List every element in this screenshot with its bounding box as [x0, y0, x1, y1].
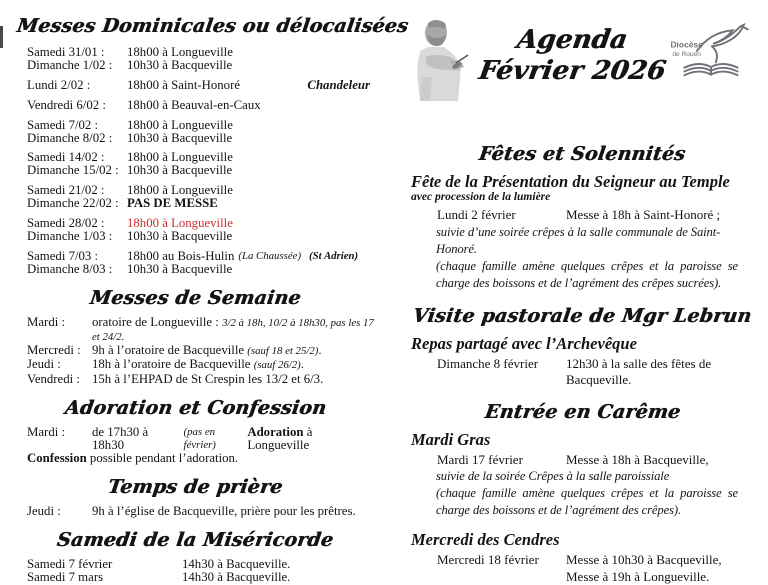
mass-text: oratoire de Longueville : — [92, 315, 222, 329]
event-date: Mardi 17 février — [437, 452, 566, 469]
date-label: Dimanche 8/03 : — [27, 263, 127, 276]
schedule-group — [27, 184, 374, 210]
mass-detail — [92, 344, 322, 358]
heading-text: Messes de Semaine — [89, 287, 303, 309]
section-careme-heading — [411, 401, 754, 423]
time-place: 14h30 à Bacqueville. — [182, 558, 290, 571]
table-row — [27, 164, 374, 177]
event-info: Messe à 10h30 à Bacqueville, — [566, 552, 754, 569]
time-place: 10h30 à Bacqueville — [127, 164, 232, 177]
time-place: 18h00 à Saint-Honoré — [127, 79, 240, 92]
table-row — [27, 132, 374, 145]
time-place: 18h00 à Beauval-en-Caux — [127, 99, 261, 112]
table-row — [27, 250, 374, 263]
time-place: 10h30 à Bacqueville — [127, 263, 232, 276]
agenda-title-line2: Février 2026 — [476, 56, 667, 87]
section-misericorde-heading — [17, 529, 374, 551]
day-label: Mercredi : — [27, 344, 92, 358]
time-place: 18h00 à Longueville — [127, 46, 233, 59]
mass-text: 18h à l’oratoire de Bacqueville — [92, 357, 254, 371]
logo-text-line1: Diocèse — [670, 39, 703, 49]
left-column — [0, 0, 384, 584]
mass-detail — [92, 316, 374, 344]
event-row — [411, 452, 754, 469]
event-detail: suivie d’une soirée crêpes à la salle communale de Saint-Honoré. — [411, 224, 738, 258]
schedule-group — [27, 99, 374, 112]
agenda-title-line1: Agenda — [515, 25, 630, 56]
table-row — [27, 46, 374, 59]
event-date: Mercredi 18 février — [437, 552, 566, 585]
table-row — [27, 373, 374, 386]
event-info: Messe à 18h à Bacqueville, — [566, 452, 754, 469]
right-column — [384, 0, 768, 585]
exception-note: 3/2 à 18h, 10/2 à 18h30, pas les 17 et 24/2. — [92, 317, 374, 343]
heading-text: Samedi de la Miséricorde — [56, 529, 335, 551]
schedule-group — [27, 79, 374, 92]
no-mass-notice: PAS DE MESSE — [127, 197, 218, 210]
confession-text: possible pendant l’adoration. — [87, 451, 238, 465]
date-label: Dimanche 1/03 : — [27, 230, 127, 243]
page-header — [397, 17, 754, 106]
adoration-word: Adoration — [247, 425, 303, 439]
heading-text: Adoration et Confession — [63, 397, 327, 419]
event-info-stack — [566, 552, 754, 585]
day-label: Mardi : — [27, 426, 92, 452]
time-place-highlighted: 18h00 à Longueville — [127, 217, 233, 230]
time-place: 18h00 à Longueville — [127, 151, 233, 164]
exception-note: (sauf 26/2) — [254, 359, 301, 371]
table-row — [27, 263, 374, 276]
heading-text: Fêtes et Solennités — [478, 143, 687, 165]
time-place: 10h30 à Bacqueville — [127, 59, 232, 72]
table-row — [27, 99, 374, 112]
event-info: Messe à 19h à Longueville. — [566, 569, 754, 585]
place-note: (La Chaussée) — [238, 250, 301, 263]
section-careme — [411, 401, 754, 585]
event-title: Repas partagé avec l’Archevêque — [411, 335, 754, 353]
table-row — [27, 59, 374, 72]
date-label: Vendredi 6/02 : — [27, 99, 127, 112]
date-label: Samedi 7 février — [27, 558, 182, 571]
table-row — [27, 571, 374, 584]
event-info: Messe à 18h à Saint-Honoré ; — [566, 207, 754, 224]
date-label: Dimanche 8/02 : — [27, 132, 127, 145]
table-row — [27, 505, 374, 518]
logo-text-line2: de Rouen — [672, 51, 701, 58]
mass-detail — [92, 358, 304, 372]
schedule-group — [27, 119, 374, 145]
schedule-group — [27, 217, 374, 243]
section-visite — [411, 305, 754, 389]
day-label: Jeudi : — [27, 505, 92, 518]
feast-note: Chandeleur — [307, 79, 370, 92]
section-messes-dominicales-heading — [17, 15, 374, 37]
section-priere-heading — [17, 476, 374, 498]
event-row — [411, 207, 754, 224]
schedule-group — [27, 151, 374, 177]
suffix: . — [318, 343, 321, 357]
exception-note: (sauf 18 et 25/2) — [247, 345, 318, 357]
schedule-group — [27, 250, 374, 276]
weekday-masses — [27, 316, 374, 386]
place: à Longueville — [247, 425, 312, 452]
date-label: Samedi 21/02 : — [27, 184, 127, 197]
day-label: Vendredi : — [27, 373, 92, 386]
table-row — [27, 358, 374, 372]
time-place: 14h30 à Bacqueville. — [182, 571, 290, 584]
section-visite-heading — [411, 305, 754, 327]
date-label: Lundi 2/02 : — [27, 79, 127, 92]
heading-text: Messes Dominicales ou délocalisées — [15, 15, 409, 37]
schedule-group — [27, 46, 374, 72]
table-row — [27, 197, 374, 210]
saint-note: (St Adrien) — [309, 250, 358, 263]
table-row — [27, 344, 374, 358]
event-detail: (chaque famille amène quelques crêpes et la paroisse se charge des boissons et de l’agrément des crêpes sucrées). — [411, 258, 738, 292]
event-info: 12h30 à la salle des fêtes de Bacqueville. — [566, 356, 754, 389]
table-row — [27, 426, 374, 452]
confession-word: Confession — [27, 451, 87, 465]
event-row — [411, 356, 754, 389]
time-place: 18h00 à Longueville — [127, 184, 233, 197]
heading-text: Entrée en Carême — [483, 401, 681, 423]
date-label: Samedi 7/03 : — [27, 250, 127, 263]
prayer-detail: 9h à l’église de Bacqueville, prière pour les prêtres. — [92, 505, 356, 518]
table-row — [27, 230, 374, 243]
date-label: Samedi 31/01 : — [27, 46, 127, 59]
mass-text: 15h à l’EHPAD de St Crespin les 13/2 et 6/3. — [92, 373, 323, 386]
section-fetes-heading — [411, 143, 754, 165]
table-row — [27, 316, 374, 344]
time-place: 18h00 au Bois-Hulin — [127, 250, 234, 263]
table-row — [27, 558, 374, 571]
event-detail: suivie de la soirée Crêpes à la salle paroissiale — [411, 468, 738, 485]
confession-line — [27, 452, 374, 466]
event-subtitle: avec procession de la lumière — [411, 191, 754, 204]
diocese-logo — [668, 19, 754, 90]
agenda-title — [476, 25, 668, 87]
exception-note: (pas en février) — [184, 426, 248, 452]
date-label: Samedi 7/02 : — [27, 119, 127, 132]
date-label: Samedi 14/02 : — [27, 151, 127, 164]
day-label: Mardi : — [27, 316, 92, 344]
event-row — [411, 552, 754, 585]
adoration-place — [247, 426, 372, 452]
date-label: Dimanche 1/02 : — [27, 59, 127, 72]
adoration-block — [27, 426, 374, 465]
time-range: de 17h30 à 18h30 — [92, 426, 180, 452]
event-date: Lundi 2 février — [437, 207, 566, 224]
heading-text: Visite pastorale de Mgr Lebrun — [412, 305, 753, 327]
section-adoration-heading — [17, 397, 374, 419]
time-place: 10h30 à Bacqueville — [127, 230, 232, 243]
event-title: Mercredi des Cendres — [411, 531, 754, 549]
heading-text: Temps de prière — [107, 476, 285, 498]
diocese-logo-graphic — [668, 19, 754, 85]
time-place: 18h00 à Longueville — [127, 119, 233, 132]
section-fetes — [411, 143, 754, 292]
day-label: Jeudi : — [27, 358, 92, 372]
date-label: Samedi 28/02 : — [27, 217, 127, 230]
time-place: 10h30 à Bacqueville — [127, 132, 232, 145]
misericorde-block — [27, 558, 374, 584]
mass-text: 9h à l’oratoire de Bacqueville — [92, 343, 247, 357]
suffix: . — [301, 357, 304, 371]
event-title: Fête de la Présentation du Seigneur au Temple — [411, 173, 754, 191]
event-detail: (chaque famille amène quelques crêpes et la paroisse se charge des boissons et de l’agrément des crêpes). — [411, 485, 738, 519]
event-title: Mardi Gras — [411, 431, 754, 449]
statue-image — [406, 17, 476, 106]
section-messes-semaine-heading — [17, 287, 374, 309]
date-label: Dimanche 15/02 : — [27, 164, 127, 177]
date-label: Dimanche 22/02 : — [27, 197, 127, 210]
event-date: Dimanche 8 février — [437, 356, 566, 389]
table-row — [27, 119, 374, 132]
date-label: Samedi 7 mars — [27, 571, 182, 584]
table-row — [27, 79, 374, 92]
statue-graphic — [406, 17, 472, 101]
